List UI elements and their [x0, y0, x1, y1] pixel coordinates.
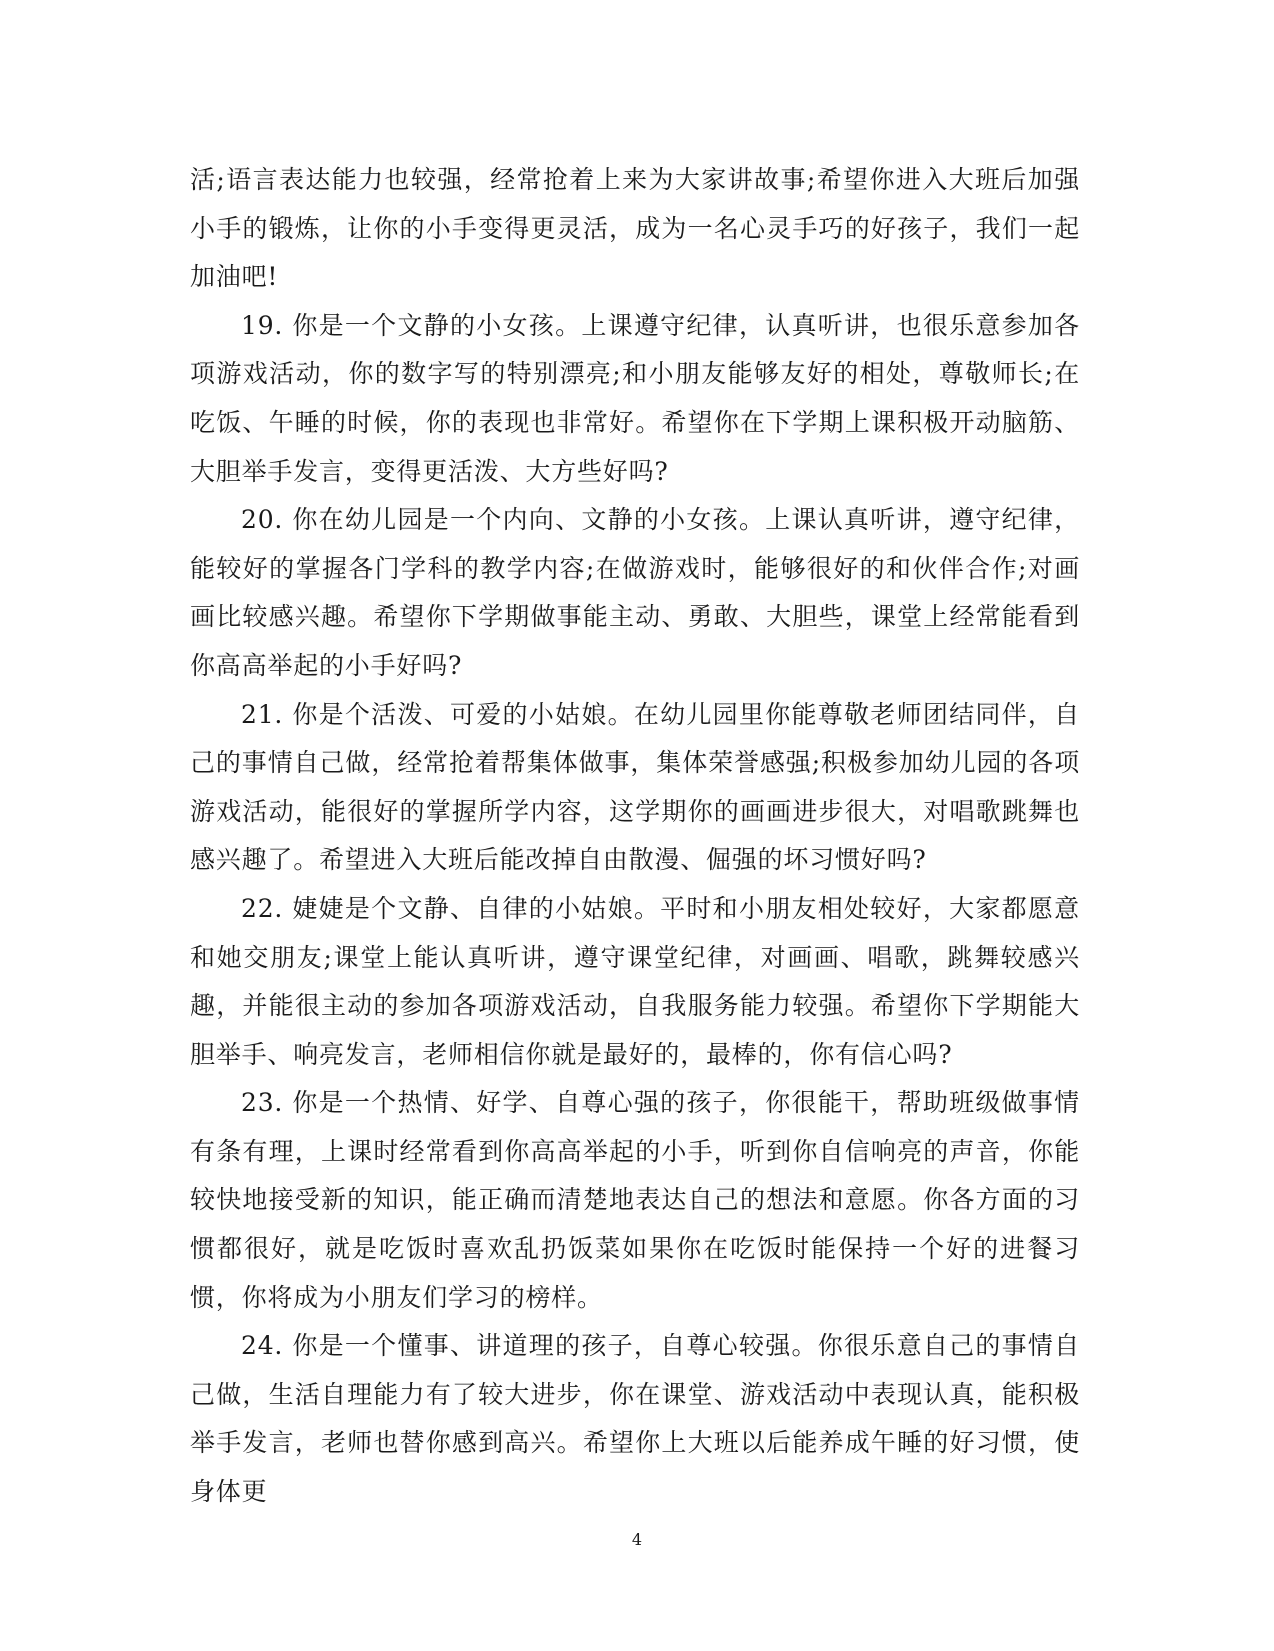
- paragraph-continuation: 活;语言表达能力也较强，经常抢着上来为大家讲故事;希望你进入大班后加强小手的锻炼，让你的小手变得更灵活，成为一名心灵手巧的好孩子，我们一起加油吧!: [190, 165, 1080, 292]
- paragraph-24: 24. 你是一个懂事、讲道理的孩子，自尊心较强。你很乐意自己的事情自己做，生活自理能力有了较大进步，你在课堂、游戏活动中表现认真，能积极举手发言，老师也替你感到高兴。希望你上大班以后能养成午睡的好习惯，使身体更: [190, 1331, 1080, 1507]
- paragraph-21: 21. 你是个活泼、可爱的小姑娘。在幼儿园里你能尊敬老师团结同伴，自己的事情自己做，经常抢着帮集体做事，集体荣誉感强;积极参加幼儿园的各项游戏活动，能很好的掌握所学内容，这学期你的画画进步很大，对唱歌跳舞也感兴趣了。希望进入大班后能改掉自由散漫、倔强的坏习惯好吗?: [190, 699, 1080, 875]
- body-text: [190, 156, 1080, 1517]
- paragraph-23: 23. 你是一个热情、好学、自尊心强的孩子，你很能干，帮助班级做事情有条有理，上课时经常看到你高高举起的小手，听到你自信响亮的声音，你能较快地接受新的知识，能正确而清楚地表达自己的想法和意愿。你各方面的习惯都很好，就是吃饭时喜欢乱扔饭菜如果你在吃饭时能保持一个好的进餐习惯，你将成为小朋友们学习的榜样。: [190, 1088, 1080, 1312]
- paragraph-19: 19. 你是一个文静的小女孩。上课遵守纪律，认真听讲，也很乐意参加各项游戏活动，你的数字写的特别漂亮;和小朋友能够友好的相处，尊敬师长;在吃饭、午睡的时候，你的表现也非常好。希望你在下学期上课积极开动脑筋、大胆举手发言，变得更活泼、大方些好吗?: [190, 310, 1080, 486]
- paragraph-22: 22. 婕婕是个文静、自律的小姑娘。平时和小朋友相处较好，大家都愿意和她交朋友;课堂上能认真听讲，遵守课堂纪律，对画画、唱歌，跳舞较感兴趣，并能很主动的参加各项游戏活动，自我服务能力较强。希望你下学期能大胆举手、响亮发言，老师相信你就是最好的，最棒的，你有信心吗?: [190, 893, 1080, 1069]
- paragraph-20: 20. 你在幼儿园是一个内向、文静的小女孩。上课认真听讲，遵守纪律，能较好的掌握各门学科的教学内容;在做游戏时，能够很好的和伙伴合作;对画画比较感兴趣。希望你下学期做事能主动、勇敢、大胆些，课堂上经常能看到你高高举起的小手好吗?: [190, 505, 1080, 680]
- page-number: 4: [631, 1530, 643, 1549]
